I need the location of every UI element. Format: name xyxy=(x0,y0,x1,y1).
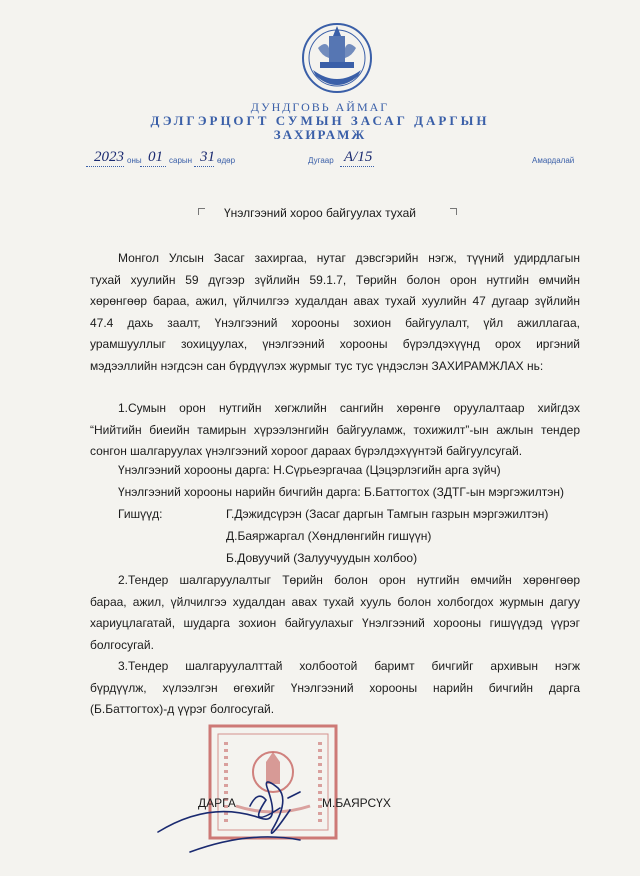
preamble-line: Монгол Улсын Засаг захиргаа, нутаг дэвсгэрийн нэгж, түүний удирдлагын xyxy=(118,251,580,265)
item-2-line: 2.Тендер шалгаруулалтыг Төрийн болон орон нутгийн өмчийн хөрөнгөөр xyxy=(118,573,580,587)
item-3-paragraph xyxy=(90,656,580,721)
governor-office-title: ДЭЛГЭРЦОГТ СУМЫН ЗАСАГ ДАРГЫН xyxy=(150,113,490,128)
number-underline xyxy=(340,166,374,167)
year-underline xyxy=(86,166,124,167)
place-label: Амардалай xyxy=(532,156,575,165)
item-2-line: бараа, ажил, үйлчилгээ худалдан авах тухай хууль болон холбогдох журмын дагуу xyxy=(90,594,580,609)
aimag-name: ДУНДГОВЬ АЙМАГ xyxy=(250,100,390,114)
committee-member: Б.Довуучий (Залуучуудын холбоо) xyxy=(226,551,418,565)
year-label: оны xyxy=(127,156,142,165)
preamble-paragraph xyxy=(90,248,580,377)
preamble-line: урамшууллыг зохицуулах, үнэлгээний хорооны бүрэлдэхүүнд орох иргэний xyxy=(90,337,580,351)
item-1-line: сонгон шалгаруулах үнэлгээний хороог дараах бүрэлдэхүүнтэй байгуулсугай. xyxy=(90,444,523,458)
day-underline xyxy=(194,166,214,167)
day-label: өдөр xyxy=(217,156,236,165)
preamble-line: 47.4 дахь заалт, Үнэлгээний хорооны зохион байгуулалт, үйл ажиллагаа, xyxy=(90,315,580,330)
preamble-line: тухай хуулийн 59 дүгээр зүйлийн 59.1.7, Төрийн болон орон нутгийн өмчийн xyxy=(90,272,580,287)
month-underline xyxy=(140,166,166,167)
committee-secretary: Үнэлгээний хорооны нарийн бичгийн дарга: Б.Баттогтох (ЗДТГ-ын мэргэжилтэн) xyxy=(118,485,564,499)
item-1-line: 1.Сумын орон нутгийн хөгжлийн сангийн хөрөнгө оруулалтаар хийгдэх xyxy=(118,401,580,415)
item-2-paragraph xyxy=(90,570,580,656)
item-1-line: “Нийтийн биеийн тамирын хүрээлэнгийн байгууламж, тохижилт”-ын ажлын тендер xyxy=(90,422,580,437)
committee-chair: Үнэлгээний хорооны дарга: Н.Сүрьеэргачаа (Цэцэрлэгийн арга зүйч) xyxy=(118,463,501,477)
month-label: сарын xyxy=(169,156,193,165)
item-3-line: (Б.Баттогтох)-д үүрэг болгосугай. xyxy=(90,702,275,716)
number-label: Дугаар xyxy=(308,156,334,165)
state-emblem-icon xyxy=(296,18,378,96)
signatory-title: ДАРГА xyxy=(198,796,236,810)
committee-member: Г.Дэжидсүрэн (Засаг даргын Тамгын газрын мэргэжилтэн) xyxy=(226,507,549,521)
preamble-line: хөрөнгөөр бараа, ажил, үйлчилгээ худалдан авах тухай хуулийн 47 дугаар зүйлийн xyxy=(90,294,580,308)
month-value: 01 xyxy=(148,149,163,165)
item-3-line: бүрдүүлж, хүлээлгэн өгөхийг Үнэлгээний хорооны нарийн бичгийн дарга xyxy=(90,680,580,695)
year-value: 2023 xyxy=(94,149,124,165)
item-2-line: хариуцлагатай, шударга зохион байгуулахыг Үнэлгээний хорооны гишүүдэд үүрэг xyxy=(90,616,580,630)
committee-member: Д.Баяржаргал (Хөндлөнгийн гишүүн) xyxy=(226,529,432,543)
day-value: 31 xyxy=(200,149,215,165)
preamble-line: мэдээллийн нэгдсэн сан бүрдүүлэх журмыг тус тус үндэслэн ЗАХИРАМЖЛАХ нь: xyxy=(90,358,544,373)
number-value: А/15 xyxy=(344,149,373,165)
document-subject: Үнэлгээний хороо байгуулах тухай xyxy=(223,206,417,220)
committee-members-label: Гишүүд: xyxy=(118,507,163,521)
document-type: ЗАХИРАМЖ xyxy=(273,127,367,142)
item-2-line: болгосугай. xyxy=(90,637,154,652)
handwritten-signature xyxy=(150,770,350,860)
signatory-name: М.БАЯРСҮХ xyxy=(322,796,391,810)
item-3-line: 3.Тендер шалгаруулалттай холбоотой баримт бичгийг архивын нэгж xyxy=(118,659,580,673)
item-1-paragraph xyxy=(90,398,580,463)
